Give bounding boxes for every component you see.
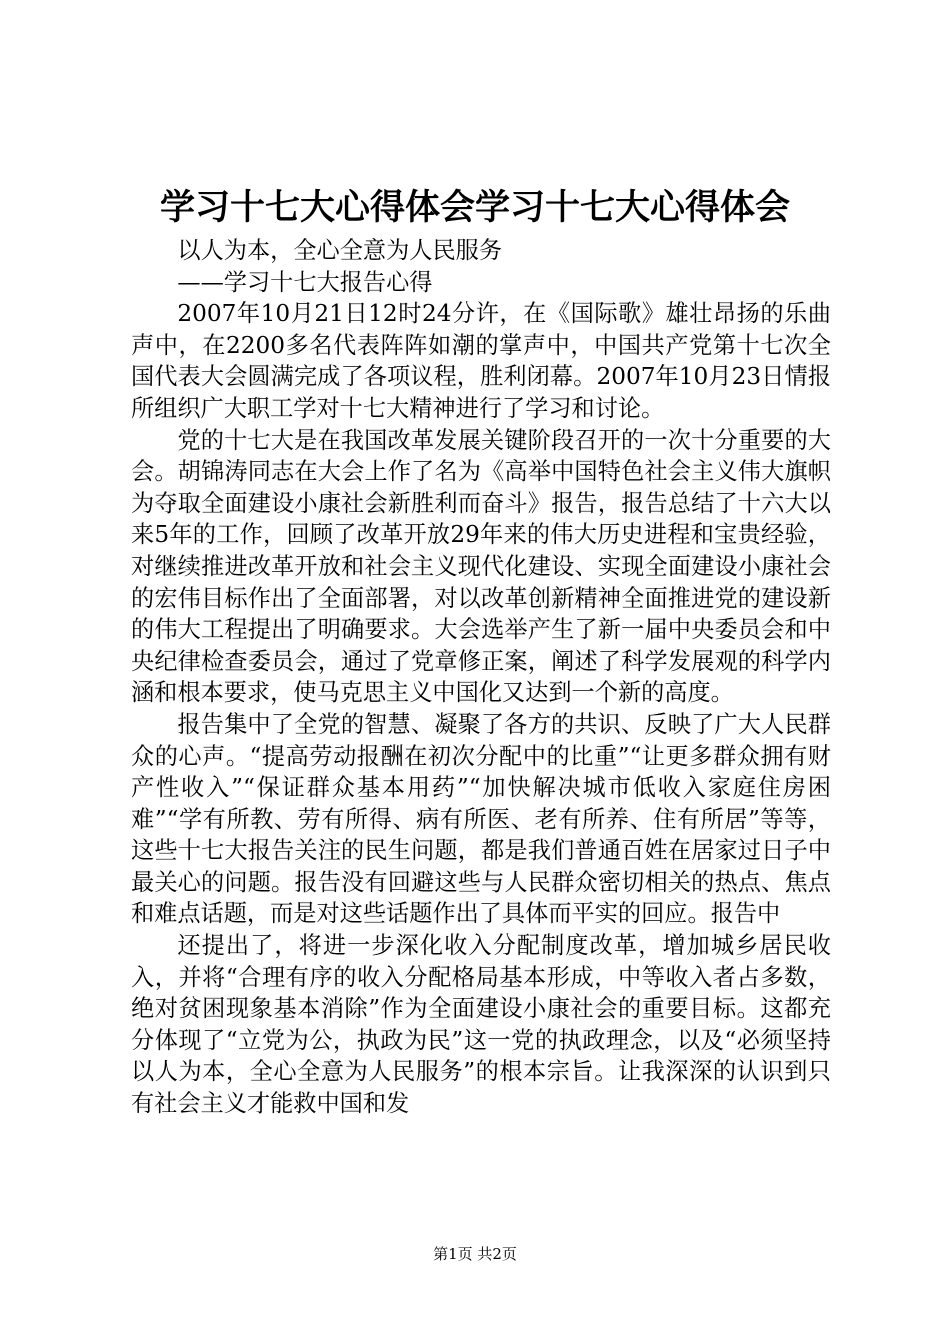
- page-footer: 第1页 共2页: [433, 1245, 517, 1263]
- document-body: [131, 235, 831, 1120]
- document-title: 学习十七大心得体会学习十七大心得体会: [159, 188, 790, 228]
- body-paragraph-6: 还提出了，将进一步深化收入分配制度改革，增加城乡居民收入，并将“合理有序的收入分配格局基本形成，中等收入者占多数，绝对贫困现象基本消除”作为全面建设小康社会的重要目标。这都充分体现了“立党为公，执政为民”这一党的执政理念，以及“必须坚持以人为本，全心全意为人民服务”的根本宗旨。让我深深的认识到只有社会主义才能救中国和发: [131, 932, 831, 1118]
- body-paragraph-4: 党的十七大是在我国改革发展关键阶段召开的一次十分重要的大会。胡锦涛同志在大会上作了名为《高举中国特色社会主义伟大旗帜为夺取全面建设小康社会新胜利而奋斗》报告，报告总结了十六大以来5年的工作，回顾了改革开放29年来的伟大历史进程和宝贵经验，对继续推进改革开放和社会主义现代化建设、实现全面建设小康社会的宏伟目标作出了全面部署，对以改革创新精神全面推进党的建设新的伟大工程提出了明确要求。大会选举产生了新一届中央委员会和中央纪律检查委员会，通过了党章修正案，阐述了科学发展观的科学内涵和根本要求，使马克思主义中国化又达到一个新的高度。: [131, 426, 831, 707]
- body-paragraph-3: 2007年10月21日12时24分许，在《国际歌》雄壮昂扬的乐曲声中，在2200多名代表阵阵如潮的掌声中，中国共产党第十七次全国代表大会圆满完成了各项议程，胜利闭幕。2007年10月23日情报所组织广大职工学对十七大精神进行了学习和讨论。: [131, 300, 831, 422]
- body-paragraph-2: ——学习十七大报告心得: [177, 268, 433, 296]
- body-paragraph-1: 以人为本，全心全意为人民服务: [177, 237, 503, 264]
- body-paragraph-5: 报告集中了全党的智慧、凝聚了各方的共识、反映了广大人民群众的心声。“提高劳动报酬在初次分配中的比重”“让更多群众拥有财产性收入”“保证群众基本用药”“加快解决城市低收入家庭住房困难”“学有所教、劳有所得、病有所医、老有所养、住有所居”等等，这些十七大报告关注的民生问题，都是我们普通百姓在居家过日子中最关心的问题。报告没有回避这些与人民群众密切相关的热点、焦点和难点话题，而是对这些话题作出了具体而平实的回应。报告中: [131, 710, 831, 928]
